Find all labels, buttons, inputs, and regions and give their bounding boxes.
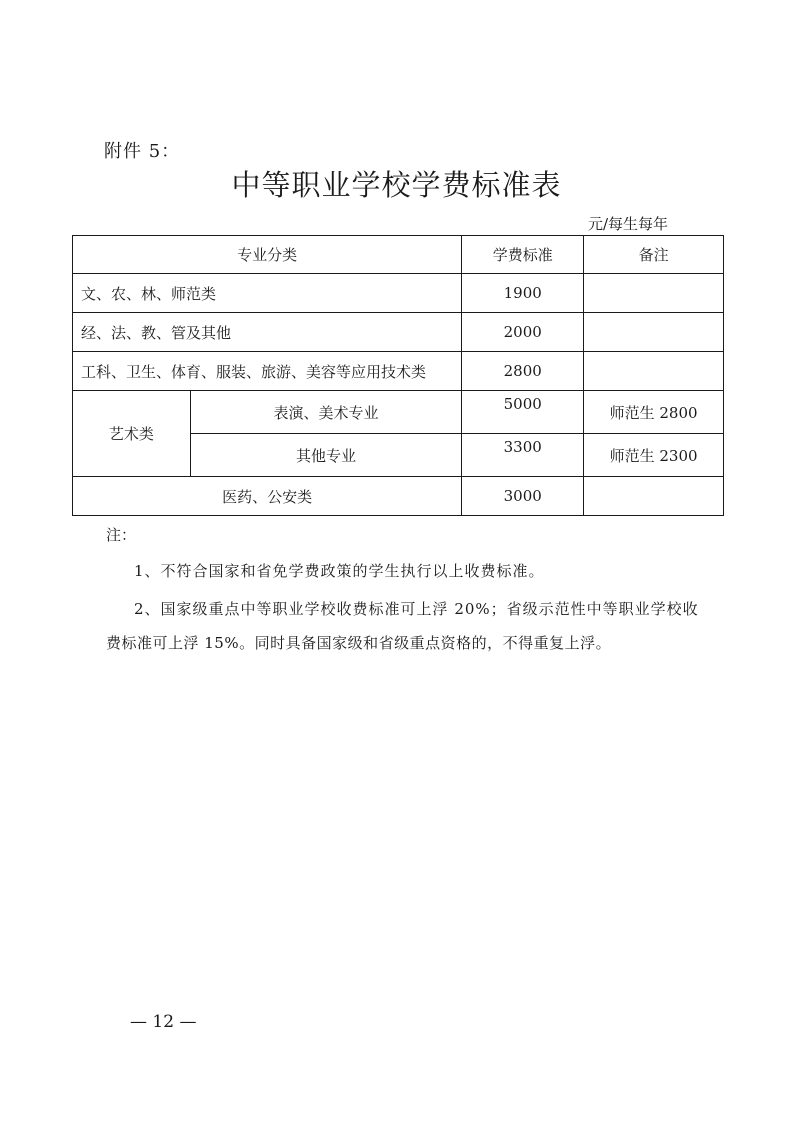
table-row <box>73 352 724 391</box>
row-note <box>584 477 724 516</box>
table-row <box>73 477 724 516</box>
art-sub-name: 表演、美术专业 <box>190 391 462 434</box>
note-item-2-line-1: 2、国家级重点中等职业学校收费标准可上浮 20%；省级示范性中等职业学校收 <box>134 600 699 618</box>
art-sub-fee: 3300 <box>462 434 584 477</box>
art-sub-name: 其他专业 <box>190 434 462 477</box>
header-note: 备注 <box>584 236 724 274</box>
row-note <box>584 313 724 352</box>
art-sub-fee: 5000 <box>462 391 584 434</box>
notes-label: 注： <box>106 526 137 544</box>
row-category: 工科、卫生、体育、服装、旅游、美容等应用技术类 <box>73 352 462 391</box>
page-number: — 12 — <box>130 1012 197 1032</box>
art-sub-note: 师范生 2300 <box>584 434 724 477</box>
header-category: 专业分类 <box>73 236 462 274</box>
table-row <box>73 313 724 352</box>
note-item-2-line-2: 费标准可上浮 15%。同时具备国家级和省级重点资格的，不得重复上浮。 <box>106 634 612 652</box>
fee-table <box>72 235 724 516</box>
art-group-label: 艺术类 <box>73 391 191 477</box>
table-row <box>73 391 724 434</box>
row-fee: 2000 <box>462 313 584 352</box>
unit-label: 元/每生每年 <box>588 215 669 233</box>
page-title: 中等职业学校学费标准表 <box>231 168 562 202</box>
header-fee: 学费标准 <box>462 236 584 274</box>
row-fee: 3000 <box>462 477 584 516</box>
attachment-label: 附件 5： <box>104 141 181 162</box>
table-header-row <box>73 236 724 274</box>
row-fee: 1900 <box>462 274 584 313</box>
row-note <box>584 352 724 391</box>
note-item-1: 1、不符合国家和省免学费政策的学生执行以上收费标准。 <box>134 562 545 580</box>
row-fee: 2800 <box>462 352 584 391</box>
row-category: 医药、公安类 <box>73 477 462 516</box>
art-sub-note: 师范生 2800 <box>584 391 724 434</box>
row-category: 经、法、教、管及其他 <box>73 313 462 352</box>
table-row <box>73 274 724 313</box>
row-category: 文、农、林、师范类 <box>73 274 462 313</box>
row-note <box>584 274 724 313</box>
